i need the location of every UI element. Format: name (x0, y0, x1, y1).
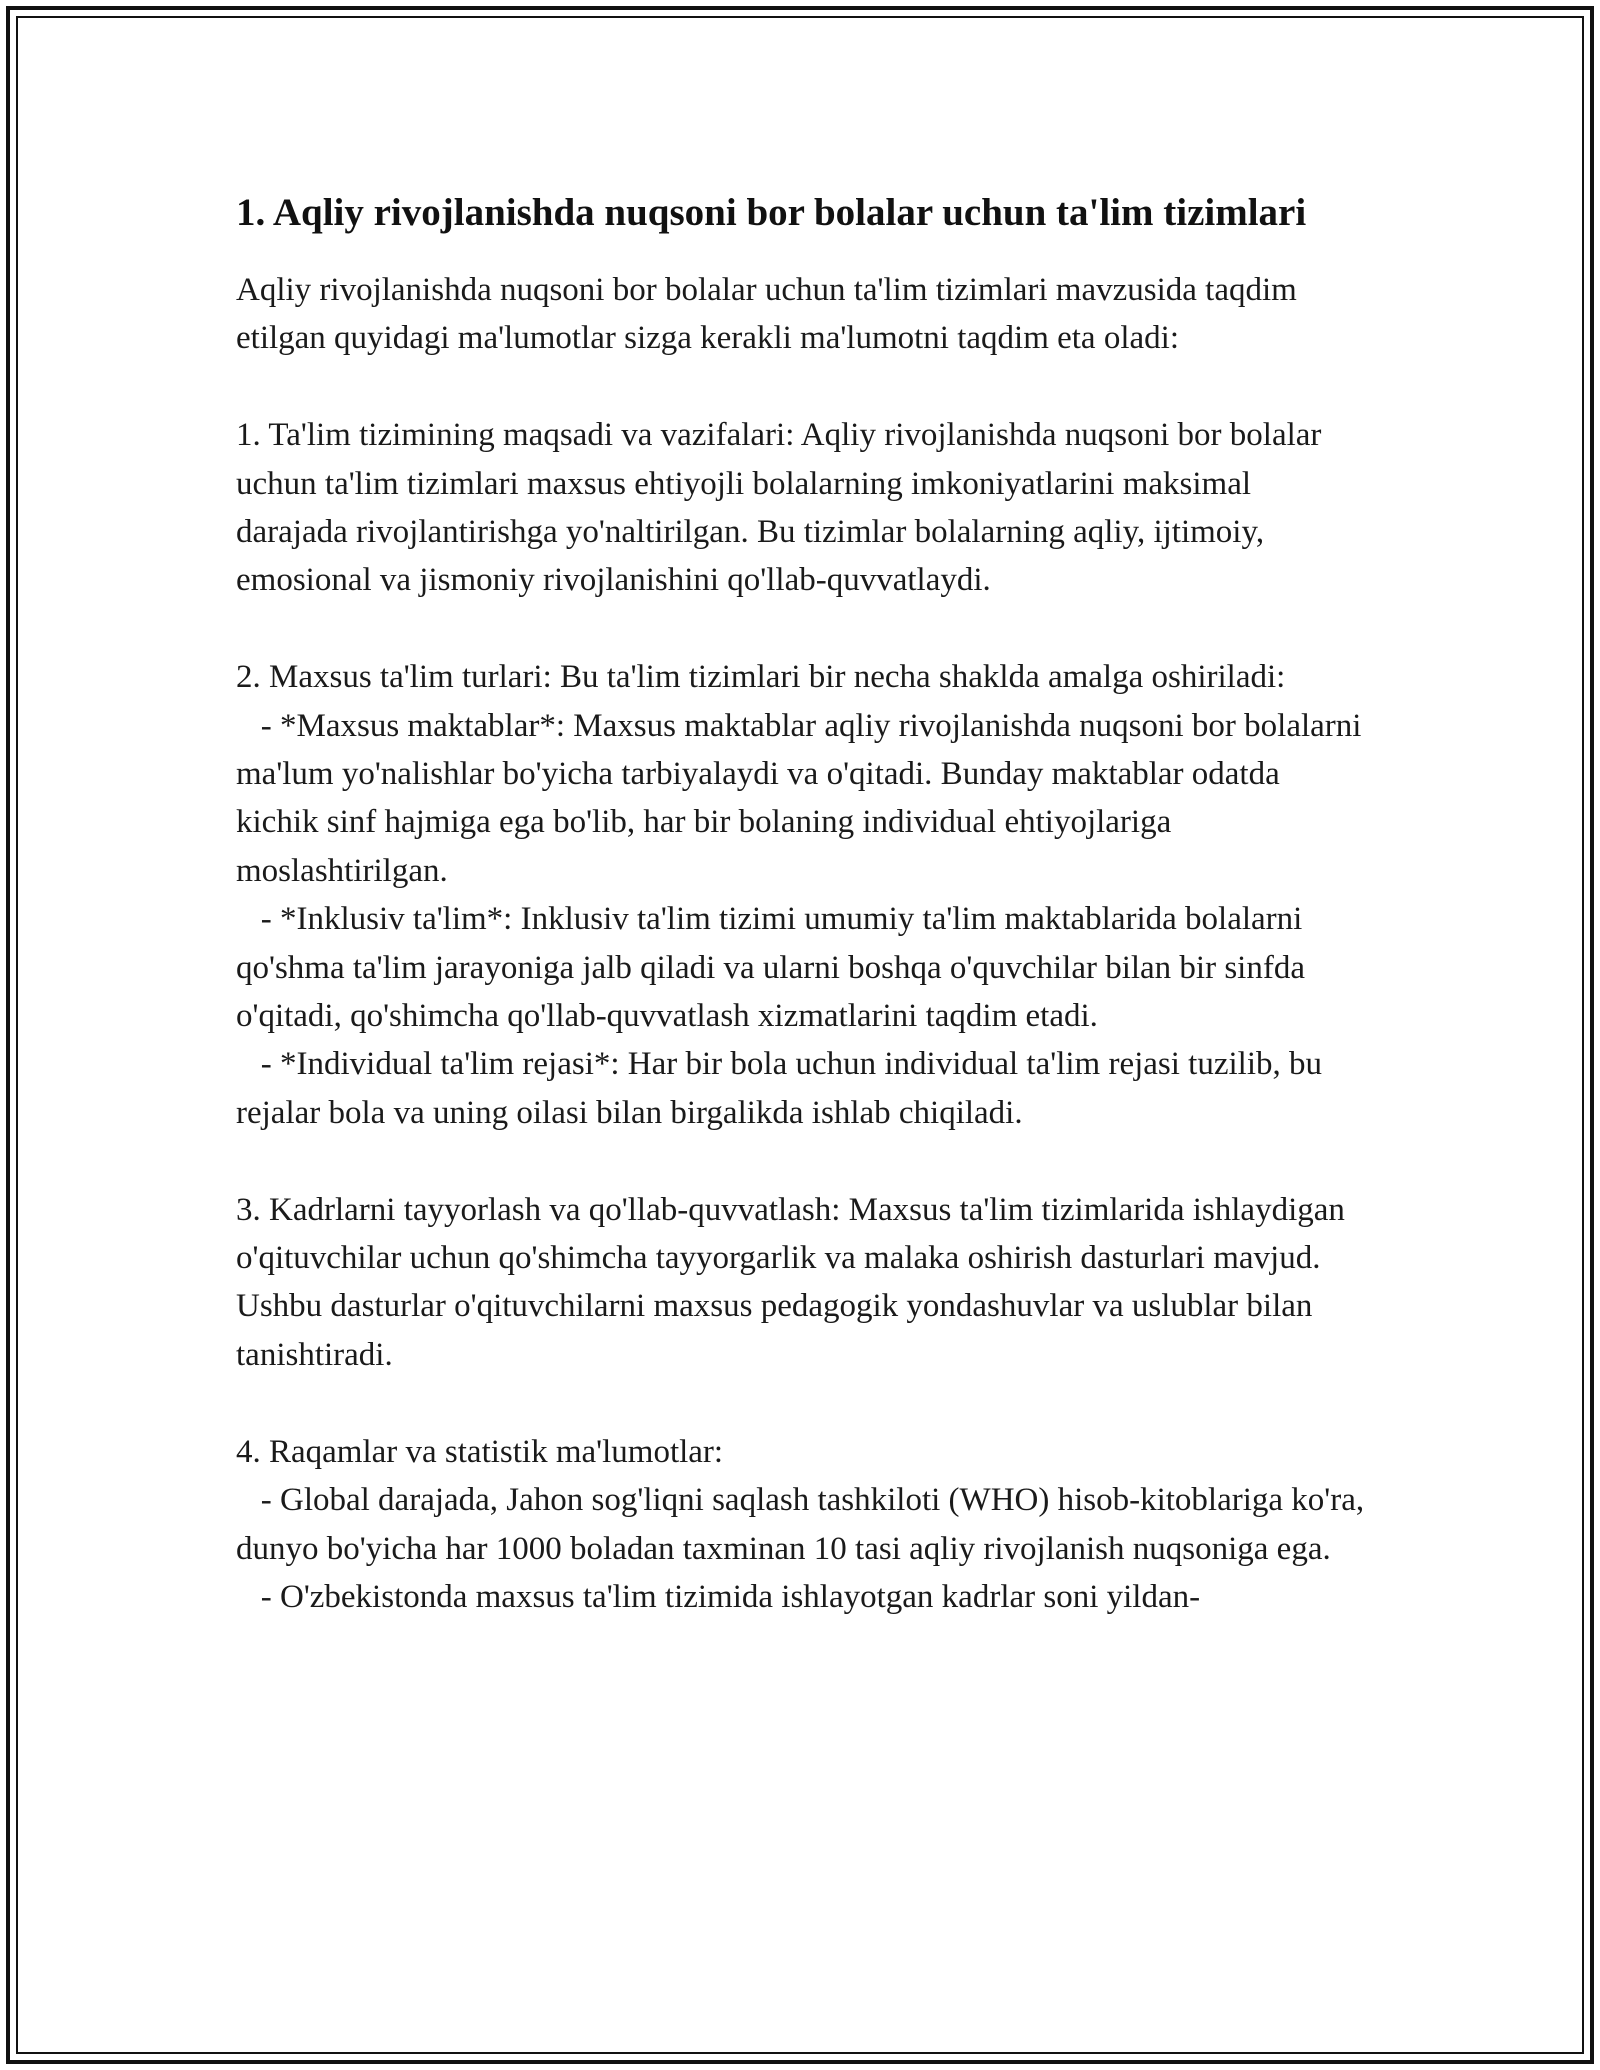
paragraph-spacer (236, 605, 1366, 653)
section-4-item-uzbekistan: - O'zbekistonda maxsus ta'lim tizimida ishlayotgan kadrlar soni yildan- (236, 1578, 1201, 1615)
paragraph-spacer (236, 1379, 1366, 1427)
paragraph-spacer (236, 363, 1366, 411)
section-3-paragraph: 3. Kadrlarni tayyorlash va qo'llab-quvvatlash: Maxsus ta'lim tizimlarida ishlaydigan o'qituvchilar uchun qo'shimcha tayyorgarlik va malaka oshirish dasturlari mavjud. Ushbu dasturlar o'qituvchilarni maxsus pedagogik yondashuvlar va uslublar bilan tanishtiradi. (236, 1191, 1354, 1373)
section-2-lead: 2. Maxsus ta'lim turlari: Bu ta'lim tizimlari bir necha shaklda amalga oshiriladi: (236, 659, 1286, 696)
section-4-lead: 4. Raqamlar va statistik ma'lumotlar: (236, 1433, 724, 1470)
section-2-item-individual-plan: - *Individual ta'lim rejasi*: Har bir bola uchun individual ta'lim rejasi tuzilib, bu rejalar bola va uning oilasi bilan birgalikda ishlab chiqiladi. (236, 1046, 1331, 1131)
section-2-item-inclusive: - *Inklusiv ta'lim*: Inklusiv ta'lim tizimi umumiy ta'lim maktablarida bolalarni qo'shma ta'lim jarayoniga jalb qiladi va ularni boshqa o'quvchilar bilan bir sinfda o'qitadi, qo'shimcha qo'llab-quvvatlash xizmatlarini taqdim etadi. (236, 901, 1314, 1035)
section-4-item-global: - Global darajada, Jahon sog'liqni saqlash tashkiloti (WHO) hisob-kitoblariga ko'ra, dunyo bo'yicha har 1000 boladan taxminan 10 tasi aqliy rivojlanish nuqsoniga ega. (236, 1482, 1373, 1567)
section-2-item-special-schools: - *Maxsus maktablar*: Maxsus maktablar aqliy rivojlanishda nuqsoni bor bolalarni ma'lum yo'nalishlar bo'yicha tarbiyalaydi va o'qitadi. Bunday maktablar odatda kichik sinf hajmiga ega bo'lib, har bir bolaning individual ehtiyojlariga moslashtirilgan. (236, 707, 1370, 889)
document-body (236, 185, 1373, 1621)
section-1-paragraph: 1. Ta'lim tizimining maqsadi va vazifalari: Aqliy rivojlanishda nuqsoni bor bolalar uchun ta'lim tizimlari maxsus ehtiyojli bolalarning imkoniyatlarini maksimal darajada rivojlantirishga yo'naltirilgan. Bu tizimlar bolalarning aqliy, ijtimoiy, emosional va jismoniy rivojlanishini qo'llab-quvvatlaydi. (236, 417, 1330, 599)
paragraph-spacer (236, 1137, 1366, 1185)
document-title: 1. Aqliy rivojlanishda nuqsoni bor bolalar uchun ta'lim tizimlari (236, 191, 1307, 234)
intro-paragraph: Aqliy rivojlanishda nuqsoni bor bolalar uchun ta'lim tizimlari mavzusida taqdim etilgan quyidagi ma'lumotlar sizga kerakli ma'lumotni taqdim eta oladi: (236, 272, 1306, 357)
